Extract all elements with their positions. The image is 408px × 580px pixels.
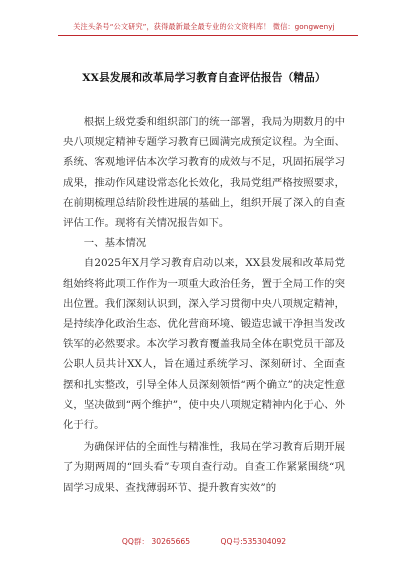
page-header-banner: 关注头条号“公文研究”，获得最新最全最专业的公文资料库！ 微信：gongwenyj <box>73 22 335 31</box>
section-heading-basic-info: 一、基本情况 <box>83 237 147 250</box>
footer-qq-number: QQ号:535304092 <box>220 537 287 546</box>
page-footer <box>0 536 408 547</box>
body-paragraph: 自2025年X月学习教育启动以来，XX县发展和改革局党组始终将此项工作作为一项重大政治任务，置于全局工作的突出位置。我们深刻认识到，深入学习贯彻中央八项规定精神，是持续净化政治生态、优化营商环境、锻造忠诚干净担当发改铁军的必然要求。本次学习教育覆盖我局全体在职党员干部及公职人员共计XX人，旨在通过系统学习、深刻研讨、全面查摆和扎实整改，引导全体人员深刻领悟“两个确立”的决定性意义，坚决做到“两个维护”，使中央八项规定精神内化于心、外化于行。 <box>63 257 345 432</box>
document-title: XX县发展和改革局学习教育自查评估报告（精品） <box>82 72 326 84</box>
footer-qq-group: QQ群： 30265665 <box>121 537 191 546</box>
header-divider <box>58 35 358 36</box>
intro-paragraph: 根据上级党委和组织部门的统一部署，我局为期数月的中央八项规定精神专题学习教育已圆满完成预定议程。为全面、系统、客观地评估本次学习教育的成效与不足，巩固拓展学习成果，推动作风建设常态化长效化，我局党组严格按照要求，在前期梳理总结阶段性进展的基础上，组织开展了深入的自查评估工作。现将有关情况报告如下。 <box>63 116 345 230</box>
document-body <box>63 112 345 498</box>
body-paragraph: 为确保评估的全面性与精准性，我局在学习教育后期开展了为期两周的“回头看”专项自查行动。自查工作紧紧围绕“巩固学习成果、查找薄弱环节、提升教育实效”的 <box>63 441 345 494</box>
